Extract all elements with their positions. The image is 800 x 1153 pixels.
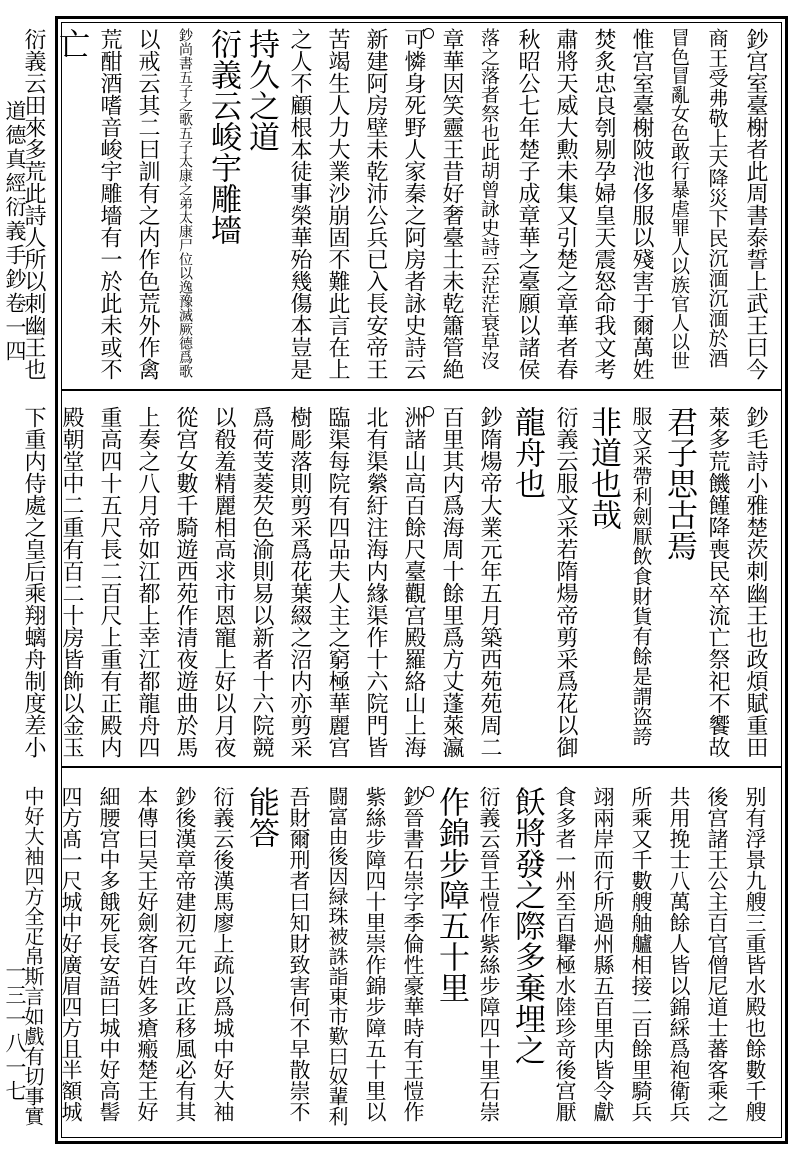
text-panel-bottom [21,786,774,1136]
text-column: 衍義云晉王愷作紫絲步障四十里石崇 [477,786,501,1122]
text-column: 鈔宫室臺榭者此周書泰誓上武王曰今 [743,28,768,380]
text-column: 上奏之八月帝如江都上幸江都龍舟四 [135,406,160,758]
text-column: 冒色冒亂女色敢行暴虐罪人以族官人以世 [668,28,690,370]
text-column: 洲諸山高百餘尺臺觀宫殿羅絡山上海 [401,406,426,758]
text-panel-top [21,28,774,384]
text-column: 新建阿房壁未乾沛公兵已入長安帝王 [363,28,388,380]
text-column: 衍義云峻宇雕墻 [205,28,241,245]
text-column: 飫將發之際多棄埋之 [509,786,545,1065]
text-column: 闘富由後因緑珠被誅詣東市歎曰奴輩利 [325,786,349,1126]
text-column: 從宫女數千騎遊西苑作清夜遊曲於馬 [173,406,198,758]
text-column: 以殽羞精麗相高求市恩寵上好以月夜 [211,406,236,758]
text-column: 衍義云田來多荒此詩人所以刺幽王也 [21,28,46,380]
margin-page-number: 一三一八一七 [3,960,27,1104]
text-column: 以戒云其二曰訓有之内作色荒外作禽 [135,28,160,380]
text-column: 苦竭生人力大業沙崩固不難此言在上 [325,28,350,380]
text-column: 細腰宫中多餓死長安語曰城中好高髻 [97,786,121,1122]
margin-volume-label: 卷一四 [3,292,27,364]
text-column: 鈔晉書石崇字季倫性豪華時有王愷作 [401,786,425,1122]
text-column: 殿朝堂中二重有百二十房皆飾以金玉 [59,406,84,758]
text-column: 亡 [53,28,89,59]
text-column: 荒酣酒嗜音峻宇雕墻有一於此未或不 [97,28,122,380]
margin-book-title: 道德真經衍義手鈔 [3,100,27,292]
text-column: 龍舟也 [509,406,545,499]
text-column: 鈔毛詩小雅楚茨刺幽王也政煩賦重田 [743,406,768,758]
text-column: 衍義云後漢馬廖上疏以爲城中好大袖 [211,786,235,1122]
text-column: 别有浮景九艘三重皆水殿也餘數千艘 [743,786,767,1122]
text-column: 下重内侍處之皇后乘翔螭舟制度差小 [21,406,46,758]
text-column: 重高四十五尺長二百尺上重有正殿内 [97,406,122,758]
text-column: 爲荷芰菱芡色渝則易以新者十六院競 [249,406,274,758]
text-column: 本傳曰吴王好劍客百姓多瘡瘢楚王好 [135,786,159,1122]
text-column: 焚炙忠良刳剔孕婦皇天震怒命我文考 [591,28,616,380]
text-column: 章華因笑靈王昔好奢臺土未乾簫管絶 [439,28,464,380]
text-column: 非道也哉 [585,406,621,530]
text-column: 商王受弗敬上天降災下民沉湎沉湎於酒 [705,28,729,368]
text-column: 可憐身死野人家秦之阿房者詠史詩云 [401,28,426,380]
text-column: 樹彫落則剪采爲花葉綴之沼内亦剪采 [287,406,312,758]
text-column: 秋昭公七年楚子成章華之臺願以諸侯 [515,28,540,380]
text-column: 作錦步障五十里 [433,786,469,1003]
text-column: 四方髙一尺城中好廣眉四方且半額城 [59,786,83,1122]
text-column: 中好大袖四方全疋帛斯言如戲有切事實 [21,786,45,1126]
text-column: 惟宫室臺榭陂池侈服以殘害于爾萬姓 [629,28,654,380]
text-column: 鈔隋煬帝大業元年五月築西苑苑周二 [477,406,502,758]
text-column: 翊兩岸而行所過州縣五百里内皆令獻 [591,786,615,1122]
text-column: 吾財爾刑者曰知財致害何不早散崇不 [287,786,311,1122]
text-column: 服文采帶利劍厭飲食財貨有餘是謂盗誇 [629,406,653,746]
text-column: 臨渠每院有四品夫人主之窮極華麗宫 [325,406,350,758]
text-column: 所乘又千數艘舳艫相接二百餘里騎兵 [629,786,653,1122]
text-column: 共用挽士八萬餘人皆以錦綵爲袍衛兵 [667,786,691,1122]
panel-divider-2 [61,766,782,768]
text-column: 萊多荒饑饉降喪民卒流亡祭祀不饗故 [705,406,730,758]
text-column: 後宫諸王公主百官僧尼道士蕃客乘之 [705,786,729,1122]
text-panel-middle [21,406,774,762]
text-column: 能答 [243,786,279,848]
text-column: 紫絲步障四十里崇作錦步障五十里以 [363,786,387,1122]
text-column: 鈔後漢章帝建初元年改正移風必有其 [173,786,197,1122]
panel-divider-1 [61,389,782,391]
text-column: 鈔尚書五子之歌五子太康之弟太康尸位以逸豫滅厥德爲歌 [177,28,193,378]
text-column: 北有渠縈紆注海内緣渠作十六院門皆 [363,406,388,758]
text-column: 百里其内爲海周十餘里爲方丈蓬萊瀛 [439,406,464,758]
text-column: 之人不顧根本徒事榮華殆幾傷本豈是 [287,28,312,380]
text-column: 持久之道 [243,28,279,152]
text-column: 落之落者祭也此胡曾詠史詩云茫茫衰草沒 [478,28,500,370]
text-column: 食多者一州至百轝極水陸珍竒後宫厭 [553,786,577,1122]
text-column: 衍義云服文采若隋煬帝剪采爲花以御 [553,406,578,758]
text-column: 君子思古焉 [661,406,697,561]
text-column: 肅將天威大勲未集又引楚之章華者春 [553,28,578,380]
